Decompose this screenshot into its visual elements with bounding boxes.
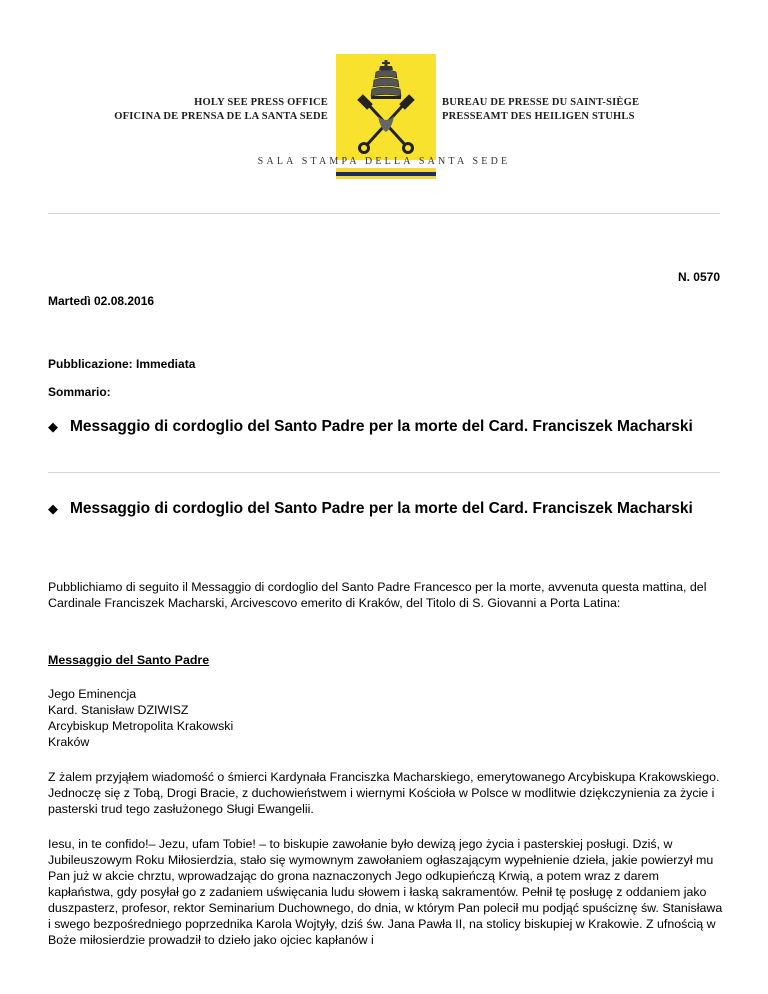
intro-text: Pubblichiamo di seguito il Messaggio di cordoglio del Santo Padre Francesco per la morte, avvenuta questa mattina, del Cardinale Franciszek Macharski, Arcivescovo emerito di Kraków, del Titolo di S. Giovanni a Porta Latina: [48, 580, 707, 610]
header-divider [48, 213, 720, 214]
recipient-address [48, 686, 724, 750]
office-name-left [114, 96, 328, 124]
bulletin-date: Martedì 02.08.2016 [48, 294, 155, 308]
summary-item-text: Messaggio di cordoglio del Santo Padre per la morte del Card. Franciszek Macharski [70, 418, 693, 435]
intro-paragraph [48, 579, 724, 611]
papal-keys-tiara-icon [336, 54, 436, 160]
message-paragraph-2 [48, 836, 724, 948]
address-line: Jego Eminencja [48, 687, 137, 701]
address-line: Kraków [48, 735, 90, 749]
band-yellow-lower [336, 176, 436, 179]
section-title-text: Messaggio di cordoglio del Santo Padre per la morte del Card. Franciszek Macharski [70, 500, 693, 517]
message-title [48, 652, 724, 668]
office-name-german: PRESSEAMT DES HEILIGEN STUHLS [442, 111, 635, 122]
office-name-right [442, 96, 639, 124]
message-paragraph-1 [48, 769, 724, 817]
paragraph-text: Z żalem przyjąłem wiadomość o śmierci Kardynała Franciszka Macharskiego, emerytowanego Arcybiskupa Krakowskiego. Jednoczę się z Tobą, Drogi Bracie, z duchowieństwem i wiernymi Kościoła w Polsce w modlitwie dziękczynienia za życie i pasterski trud tego zasłużonego Sługi Ewangelii. [48, 770, 720, 816]
summary-label: Sommario: [48, 385, 111, 399]
office-name-french: BUREAU DE PRESSE DU SAINT-SIÈGE [442, 97, 640, 108]
sala-stampa-title: SALA STAMPA DELLA SANTA SEDE [257, 156, 511, 167]
paragraph-text: Iesu, in te confido!– Jezu, ufam Tobie! – to biskupie zawołanie było dewizą jego życia i pasterskiej posługi. Dziś, w Jubileuszowym Roku Miłosierdzia, stało się wymownym zawołaniem ogłaszającym wypełnienie dzieła, jakie powierzył mu Pan już w akcie chrztu, wprowadzając do grona naznaczonych Jego odkupieńczą Krwią, a potem wraz z darem kapłaństwa, gdy posyłał go z zadaniem uświęcania ludu słowem i łaską sakramentów. Pełnił tę posługę z oddaniem jako duszpasterz, profesor, rektor Seminarium Duchownego, do dnia, w którym Pan polecił mu podjąć spuściznę św. Stanisława i swego bezpośredniego poprzednika Karola Wojtyły, dziś św. Jana Pawła II, na stolicy biskupiej w Krakowie. Z ufnością w Boże miłosierdzie prowadził to dzieło jako ojciec kapłanów i [48, 837, 723, 947]
bulletin-number: N. 0570 [677, 270, 720, 284]
holy-see-emblem [336, 54, 436, 160]
address-line: Kard. Stanisław DZIWISZ [48, 703, 189, 717]
diamond-bullet-icon: ◆ [48, 501, 58, 516]
publication-status: Pubblicazione: Immediata [48, 357, 196, 371]
section-title [48, 500, 693, 518]
office-name-spanish: OFICINA DE PRENSA DE LA SANTA SEDE [114, 111, 328, 122]
section-divider [48, 472, 720, 473]
diamond-bullet-icon: ◆ [48, 419, 58, 434]
office-name-english: HOLY SEE PRESS OFFICE [194, 97, 328, 108]
message-title-text: Messaggio del Santo Padre [48, 653, 210, 667]
summary-item-link[interactable] [48, 418, 693, 436]
press-office-header [0, 0, 768, 215]
address-line: Arcybiskup Metropolita Krakowski [48, 719, 234, 733]
